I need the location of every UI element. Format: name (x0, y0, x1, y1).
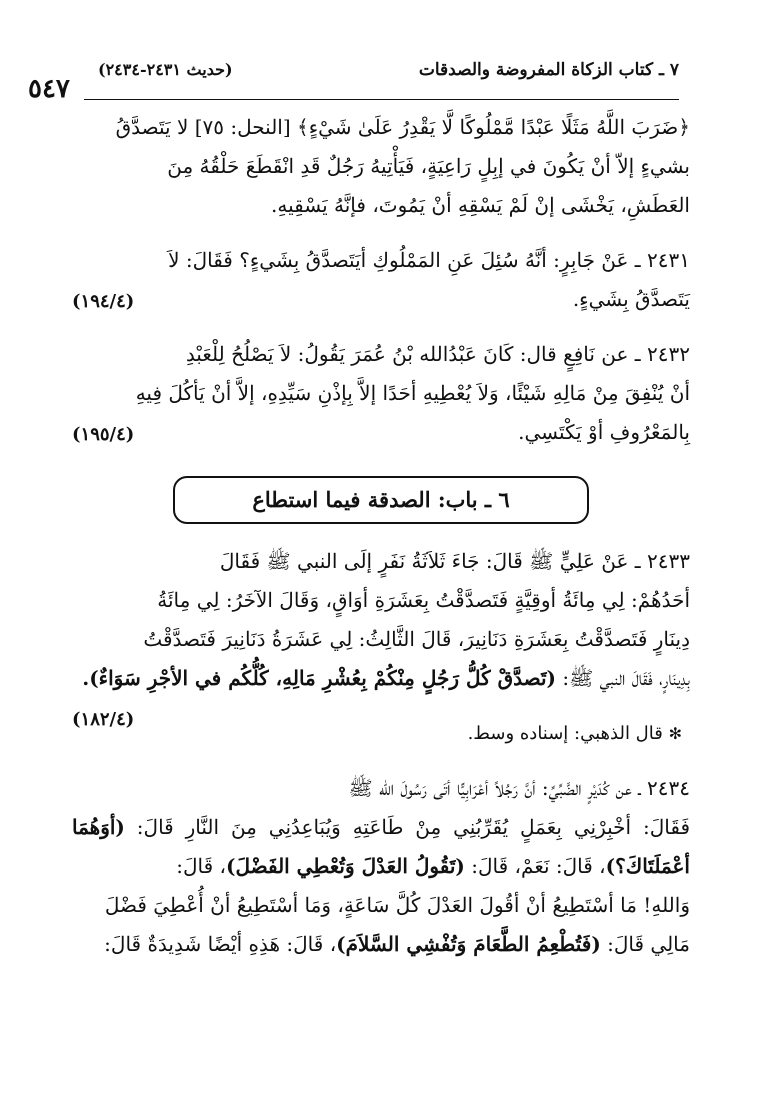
prophetic-saying: (تَصدَّقْ كُلُّ رَجُلٍ مِنْكُمْ بِعُشْرِ مَالِهِ، كُلُّكُم في الأجْرِ سَوَاءٌ). (82, 666, 556, 690)
page-body (72, 108, 690, 980)
text-segment: ، قَالَ: نَعَمْ، قَالَ: (471, 854, 606, 878)
text-line (72, 413, 690, 452)
reference-marker: (١٩٥/٤) (72, 424, 135, 445)
text-segment: مَالِي قَالَ: (607, 932, 690, 956)
hadith-2433 (72, 542, 690, 730)
hadith-2434 (72, 769, 690, 964)
page-header (0, 52, 759, 104)
text-line: العَطَشِ، يَخْشَى إنْ لَمْ يَسْقِهِ أنْ يَمُوتَ، فإنَّهُ يَسْقِيهِ. (271, 193, 690, 217)
hadith-range: (حديث ٢٤٣١-٢٤٣٤) (98, 60, 233, 79)
text-segment: بِالمَعْرُوفِ أوْ يَكْتَسِي. (518, 420, 690, 444)
reference-marker: (١٩٤/٤) (72, 291, 135, 312)
reference-marker: (١٨٢/٤) (72, 709, 135, 730)
text-line: وَاللهِ! مَا أسْتَطِيعُ أنْ أقُولَ العَدْلَ كُلَّ سَاعَةٍ، وَمَا أسْتَطِيعُ أنْ أُعْطِيَ فَضْلَ (104, 893, 690, 917)
paragraph-continuation (72, 108, 690, 225)
text-line: ٢٤٣١ ـ عَنْ جَابِرٍ: أنَّهُ سُئِلَ عَنِ المَمْلُوكِ أيَتَصدَّقُ بِشَيءٍ؟ فَقَالَ: لاَ (168, 248, 690, 272)
running-title: ٧ ـ كتاب الزكاة المفروضة والصدقات (418, 60, 679, 80)
text-segment: يَتَصدَّقُ بِشَيءٍ. (572, 287, 690, 311)
text-segment: فَقَالَ: أخْبِرْنِي بِعَمَلٍ يُقَرِّبُنِي مِنْ طَاعَتِهِ وَيُبَاعِدُنِي مِنَ النَّارِ قَالَ: (136, 815, 691, 839)
text-line: ٢٤٣٣ ـ عَنْ عَلِيٍّ ﷺ قَالَ: جَاءَ ثَلاَثَةُ نَفَرٍ إلَى النبي ﷺ فَقَالَ (219, 549, 690, 573)
text-line: أنْ يُنْفِقَ مِنْ مَالِهِ شَيْئًا، وَلاَ يُعْطِيهِ أحَدًا إلاَّ بِإذْنِ سَيِّدِهِ، إلاَّ أنْ يَأكُلَ فِيهِ (135, 381, 690, 405)
asterisk-icon: ✻ (668, 724, 682, 743)
text-segment: بِدِينَارٍ، فَقَالَ النبي ﷺ: (562, 666, 690, 690)
prophetic-saying: (فَتُطْعِمُ الطَّعَامَ وَتُفْشِي السَّلاَمَ) (336, 932, 601, 956)
text-line: ﴿ضَرَبَ اللَّهُ مَثَلًا عَبْدًا مَّمْلُوكًا لَّا يَقْدِرُ عَلَىٰ شَيْءٍ﴾ [النحل: ٧٥] لا يَتَصدَّقُ (115, 115, 690, 139)
text-line (72, 659, 690, 730)
text-line (72, 280, 690, 319)
chapter-heading: ٦ ـ باب: الصدقة فيما استطاع (173, 476, 589, 524)
page-number: ٥٤٧ (28, 74, 70, 104)
hadith-2431 (72, 241, 690, 319)
text-line (72, 808, 690, 886)
grading-note (72, 714, 690, 753)
text-line: أحَدُهُمْ: لِي مِائَةُ أوقِيَّةٍ فَتَصدَّقْتُ بِعَشَرَةِ أوَاقٍ، وَقَالَ الآخَرُ: لِي مِائَةُ (157, 588, 690, 612)
hadith-2432 (72, 335, 690, 452)
prophetic-saying: (تَقُولُ العَدْلَ وَتُعْطِي الفَضْلَ) (226, 854, 465, 878)
text-line: ٢٤٣٤ ـ عن كُدَيْرٍ الضَّبِّيِّ: أنَّ رَجُلاً أعْرَابِيًّا أتَى رَسُولَ الله ﷺ (348, 776, 690, 800)
note-text: قال الذهبي: إسناده وسط. (467, 723, 663, 744)
text-segment: ، قَالَ: هَذِهِ أيْضًا شَدِيدَةٌ قَالَ: (104, 932, 337, 956)
text-line: دِينَارٍ فَتَصدَّقْتُ بِعَشَرَةِ دَنَانِيرَ، قَالَ الثَّالِثُ: لِي عَشَرَةُ دَنَانِيرَ فَتَصدَّقْتُ (143, 627, 690, 651)
text-line: ٢٤٣٢ ـ عن نَافِعٍ قال: كَانَ عَبْدُالله بْنُ عُمَرَ يَقُولُ: لاَ يَصْلُحُ لِلْعَبْدِ (185, 342, 690, 366)
header-divider (84, 99, 679, 100)
text-line (72, 925, 690, 964)
text-line: بشيءٍ إلاّ أنْ يَكُونَ في إبِلٍ رَاعِيَةٍ، فَيَأْتِيهُ رَجُلٌ قَدِ انْقَطَعَ حَلْقُهُ مِنَ (167, 154, 690, 178)
prophetic-saying: (أوَهُمَا أعْمَلَتَاكَ؟) (72, 815, 690, 878)
text-segment: ، قَالَ: (176, 854, 226, 878)
